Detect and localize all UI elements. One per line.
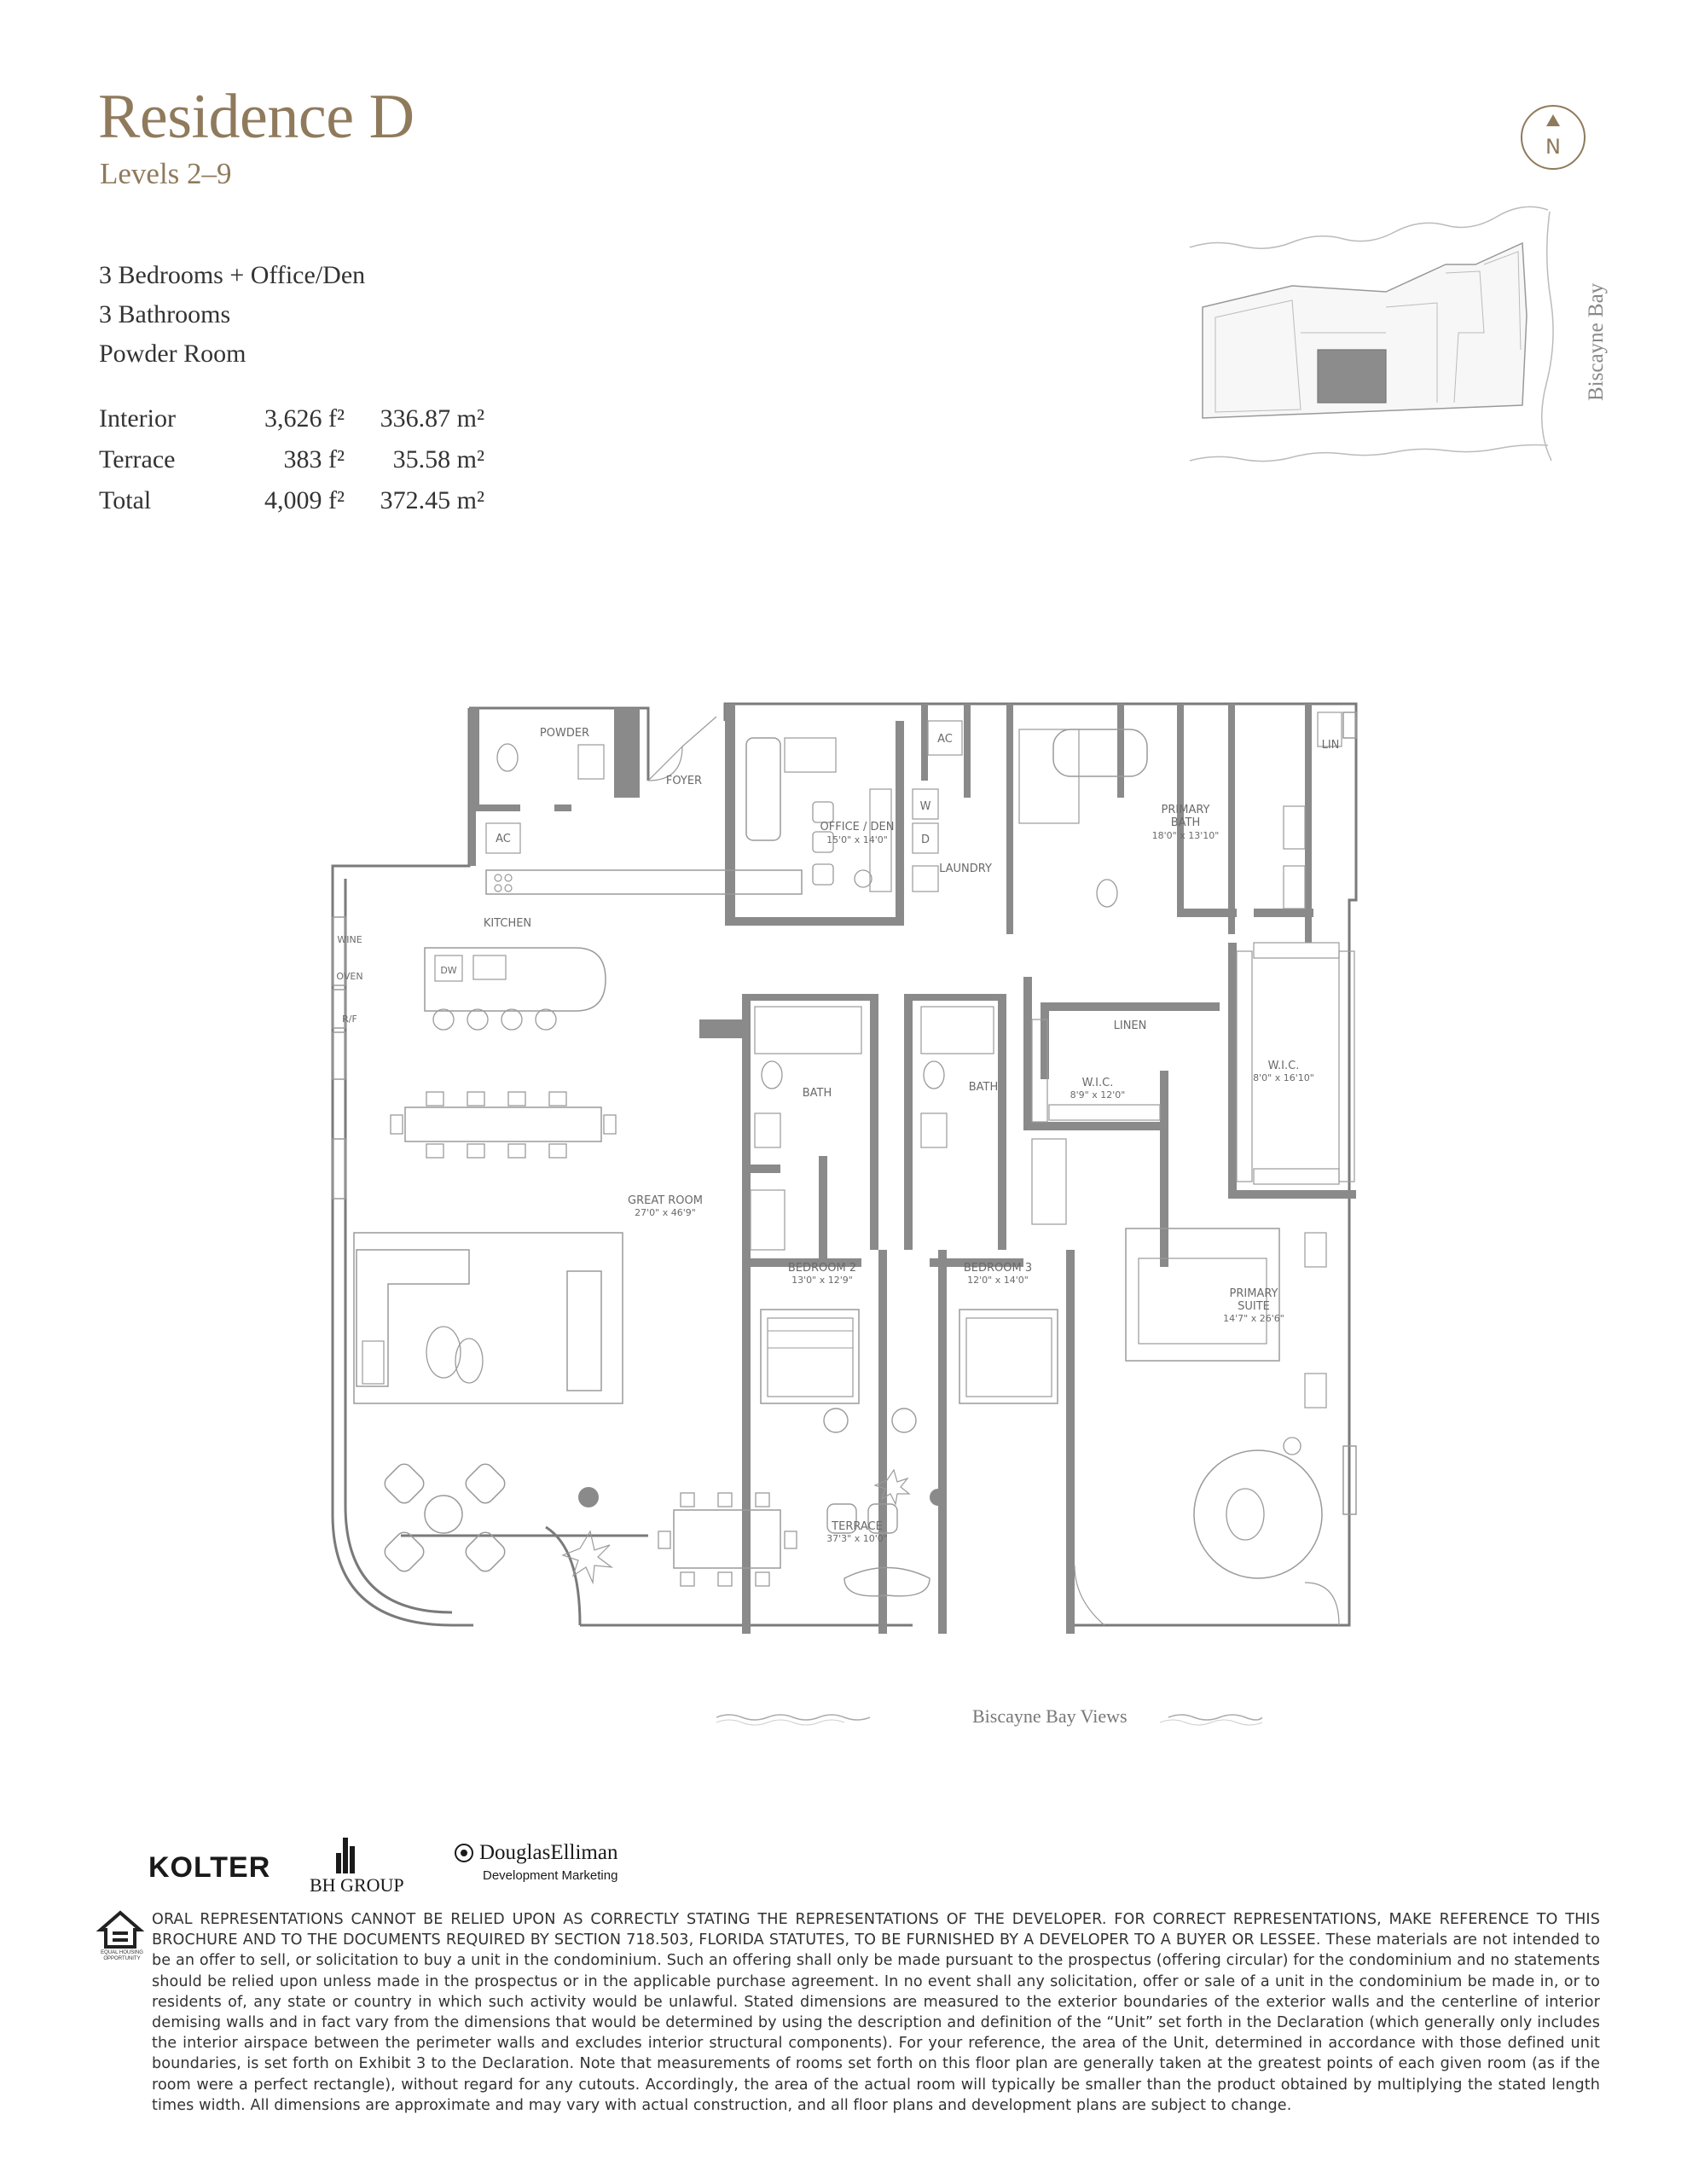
room-primary-suite: PRIMARY — [1229, 1287, 1278, 1300]
douglas-elliman-sub: Development Marketing — [483, 1868, 618, 1883]
room-powder: POWDER — [539, 727, 590, 740]
legal-disclaimer: ORAL REPRESENTATIONS CANNOT BE RELIED UPON AS CORRECTLY STATING THE REPRESENTATIONS OF THE DEVELOPER. FOR CORRECT REPRESENTATIONS, MAKE REFERENCE TO THIS BROCHURE AND TO THE DOCUMENTS REQUIRED BY SECTION 718.503, FLORIDA STATUTES, TO BE FURNISHED BY A DEVELOPER TO A BUYER OR LESSEE. These materials are not intended to be an offer to sell, or solicitation to buy a unit in the condominium. Such an offering shall only be made pursuant to the prospectus (offering circular) for the condominium and no statements should be relied upon unless made in the prospectus or in the applicable purchase agreement. In no event shall any solicitation, offer or sale of a unit in the condominium be made in, or to residents of, any state or country in which such activity would be unlawful. Stated dimensions are measured to the exterior boundaries of the exterior walls and the centerline of interior demising walls and in fact vary from the dimensions that would be determined by using the description and definition of the “Unit” set forth in the Declaration (which generally only includes the interior airspace between the perimeter walls and excludes interior structural components). For your reference, the area of the Unit, determined in accordance with those defined unit boundaries, is set forth on Exhibit 3 to the Declaration. Note that measurements of rooms set forth on this floor plan are generally taken at the greatest points of each given room (as if the room were a perfect rectangle), without regard for any cutouts. Accordingly, the area of the actual room will typically be smaller than the product obtained by multiplying the stated length times width. All dimensions are approximate and may vary with actual construction, and all floor plans and development plans are subject to change. — [152, 1911, 1600, 2114]
north-compass-icon — [1520, 104, 1586, 171]
floor-plan — [324, 695, 1365, 1676]
feature-powder: Powder Room — [99, 340, 246, 368]
room-lin: LIN — [1321, 739, 1340, 752]
feature-bathrooms: 3 Bathrooms — [99, 300, 231, 328]
room-primary-bath-dim: 18'0" x 13'10" — [1151, 830, 1220, 841]
room-dw: DW — [440, 965, 457, 976]
room-bedroom-3-dim: 12'0" x 14'0" — [967, 1275, 1029, 1286]
room-bedroom-2: BEDROOM 2 — [787, 1262, 857, 1275]
area-sqft: 4,009 f² — [264, 486, 345, 514]
keyplan-water-label: Biscayne Bay — [1585, 282, 1608, 401]
room-bedroom-3: BEDROOM 3 — [963, 1262, 1033, 1275]
room-wic-1: W.I.C. — [1081, 1077, 1114, 1089]
douglas-elliman-mark-icon — [454, 1843, 474, 1863]
key-plan-map — [1181, 205, 1591, 478]
features-list — [99, 256, 365, 374]
room-great-room-dim: 27'0" x 46'9" — [635, 1207, 696, 1218]
levels-subtitle: Levels 2–9 — [100, 157, 232, 190]
room-foyer: FOYER — [665, 775, 703, 787]
area-label: Terrace — [99, 445, 176, 473]
area-sqft: 3,626 f² — [264, 404, 345, 433]
equal-housing-text: EQUAL HOUSING OPPORTUNITY — [101, 1950, 143, 1961]
unit-d-highlight — [1318, 350, 1386, 403]
residence-title: Residence D — [98, 82, 415, 152]
room-primary-bath-2: BATH — [1170, 816, 1201, 829]
compass-letter: N — [1545, 135, 1561, 159]
room-bedroom-2-dim: 13'0" x 12'9" — [791, 1275, 853, 1286]
area-label: Total — [99, 486, 152, 514]
area-label: Interior — [99, 404, 176, 433]
area-row-terrace — [99, 439, 484, 480]
area-row-total — [99, 480, 484, 521]
room-primary-suite-2: SUITE — [1238, 1300, 1270, 1313]
area-sqm: 372.45 m² — [380, 486, 484, 514]
room-wic-1-dim: 8'9" x 12'0" — [1070, 1089, 1126, 1101]
room-bath-3: BATH — [968, 1081, 999, 1094]
room-office-dim: 15'0" x 14'0" — [826, 834, 888, 845]
bh-group-logo: BH GROUP — [310, 1874, 404, 1896]
room-ac-1: AC — [496, 833, 511, 845]
room-wine: WINE — [337, 934, 362, 945]
area-table — [99, 398, 484, 521]
area-sqm: 336.87 m² — [380, 404, 484, 433]
area-sqft: 383 f² — [283, 445, 345, 473]
area-row-interior — [99, 398, 484, 439]
room-primary-suite-dim: 14'7" x 26'6" — [1223, 1313, 1284, 1324]
room-linen: LINEN — [1113, 1019, 1147, 1032]
room-great-room: GREAT ROOM — [628, 1194, 703, 1207]
room-ac-2: AC — [937, 733, 953, 746]
room-office: OFFICE / DEN — [820, 821, 895, 834]
room-terrace-dim: 37'3" x 10'0" — [826, 1533, 888, 1544]
room-bath-2: BATH — [802, 1087, 832, 1100]
area-sqm: 35.58 m² — [392, 445, 484, 473]
douglas-elliman-name: DouglasElliman — [479, 1841, 618, 1864]
developer-logos — [145, 1834, 657, 1894]
room-kitchen: KITCHEN — [483, 917, 532, 930]
room-dryer: D — [920, 834, 930, 846]
room-primary-bath: PRIMARY — [1161, 804, 1210, 816]
room-rf: R/F — [342, 1014, 357, 1025]
feature-bedrooms: 3 Bedrooms + Office/Den — [99, 261, 366, 289]
views-label: Biscayne Bay Views — [972, 1705, 1128, 1727]
room-terrace: TERRACE — [832, 1520, 883, 1533]
room-wic-2: W.I.C. — [1267, 1060, 1300, 1072]
room-washer: W — [919, 800, 931, 813]
room-laundry: LAUNDRY — [939, 863, 992, 875]
kolter-logo: KOLTER — [148, 1851, 271, 1884]
room-oven: OVEN — [336, 971, 363, 982]
room-wic-2-dim: 8'0" x 16'10" — [1253, 1072, 1314, 1083]
